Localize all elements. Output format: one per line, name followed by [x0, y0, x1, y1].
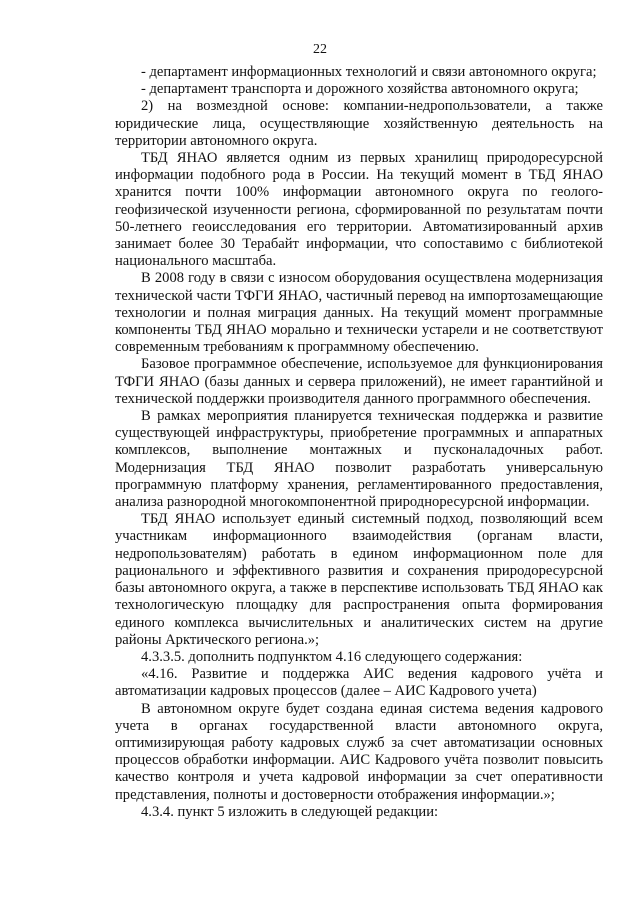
- document-body: [115, 64, 603, 821]
- paragraph-hr-system: В автономном округе будет создана единая система ведения кадрового учета в органах государственной власти автономного округа, оптимизирующая работу кадровых служб за счет автоматизации основных процессов обработки информации. АИС Кадрового учёта позволит повысить качество контроля и учета кадровой информации за счет оперативности представления, полноты и достоверности отображения информации.»;: [115, 700, 603, 803]
- paragraph-section-4-16-title: «4.16. Развитие и поддержка АИС ведения кадрового учёта и автоматизации кадровых процессов (далее – АИС Кадрового учета): [115, 666, 603, 700]
- paragraph-unified-approach: ТБД ЯНАО использует единый системный подход, позволяющий всем участникам информационного взаимодействия (органам власти, недропользователям) работать в едином информационном поле для рационального и эффективного развития и сохранения природоресурсной базы автономного округа, а также в перспективе использовать ТБД ЯНАО как технологическую площадку для распространения опыта формирования единого комплекса вычислительных и аналитических систем на другие районы Арктического региона.»;: [115, 511, 603, 648]
- page-number: 22: [313, 42, 327, 57]
- paragraph-tbd-storage: ТБД ЯНАО является одним из первых хранилищ природоресурсной информации подобного рода в России. На текущий момент в ТБД ЯНАО хранится почти 100% информации автономного округа по геолого-геофизической изученности региона, сформированной по результатам почти 50-летнего геоисследования его территории. Автоматизированный архив занимает более 30 Терабайт информации, что сопоставимо с библиотекой национального масштаба.: [115, 150, 603, 270]
- paragraph-2008-modernization: В 2008 году в связи с износом оборудования осуществлена модернизация технической части ТФГИ ЯНАО, частичный перевод на импортозамещающие технологии и полная миграция данных. На текущий момент программные компоненты ТБД ЯНАО морально и технически устарели и не соответствуют современным требованиям к программному обеспечению.: [115, 270, 603, 356]
- list-item-transport-department: - департамент транспорта и дорожного хозяйства автономного округа;: [141, 81, 579, 98]
- paragraph-paid-basis: 2) на возмездной основе: компании-недропользователи, а также юридические лица, осуществляющие хозяйственную деятельность на территории автономного округа.: [115, 98, 603, 149]
- paragraph-planned-support: В рамках мероприятия планируется техническая поддержка и развитие существующей инфраструктуры, приобретение программных и аппаратных комплексов, выполнение монтажных и пусконаладочных работ. Модернизация ТБД ЯНАО позволит разработать универсальную программную платформу хранения, регламентированного предоставления, анализа разнородной многокомпонентной природноресурсной информации.: [115, 408, 603, 511]
- paragraph-subclause-4-3-3-5: 4.3.3.5. дополнить подпунктом 4.16 следующего содержания:: [141, 648, 523, 665]
- paragraph-base-software: Базовое программное обеспечение, используемое для функционирования ТФГИ ЯНАО (базы данных и сервера приложений), не имеет гарантийной и технической поддержки производителя данного программного обеспечения.: [115, 356, 603, 407]
- paragraph-subclause-4-3-4: 4.3.4. пункт 5 изложить в следующей редакции:: [141, 803, 439, 820]
- list-item-it-department: - департамент информационных технологий и связи автономного округа;: [141, 64, 597, 80]
